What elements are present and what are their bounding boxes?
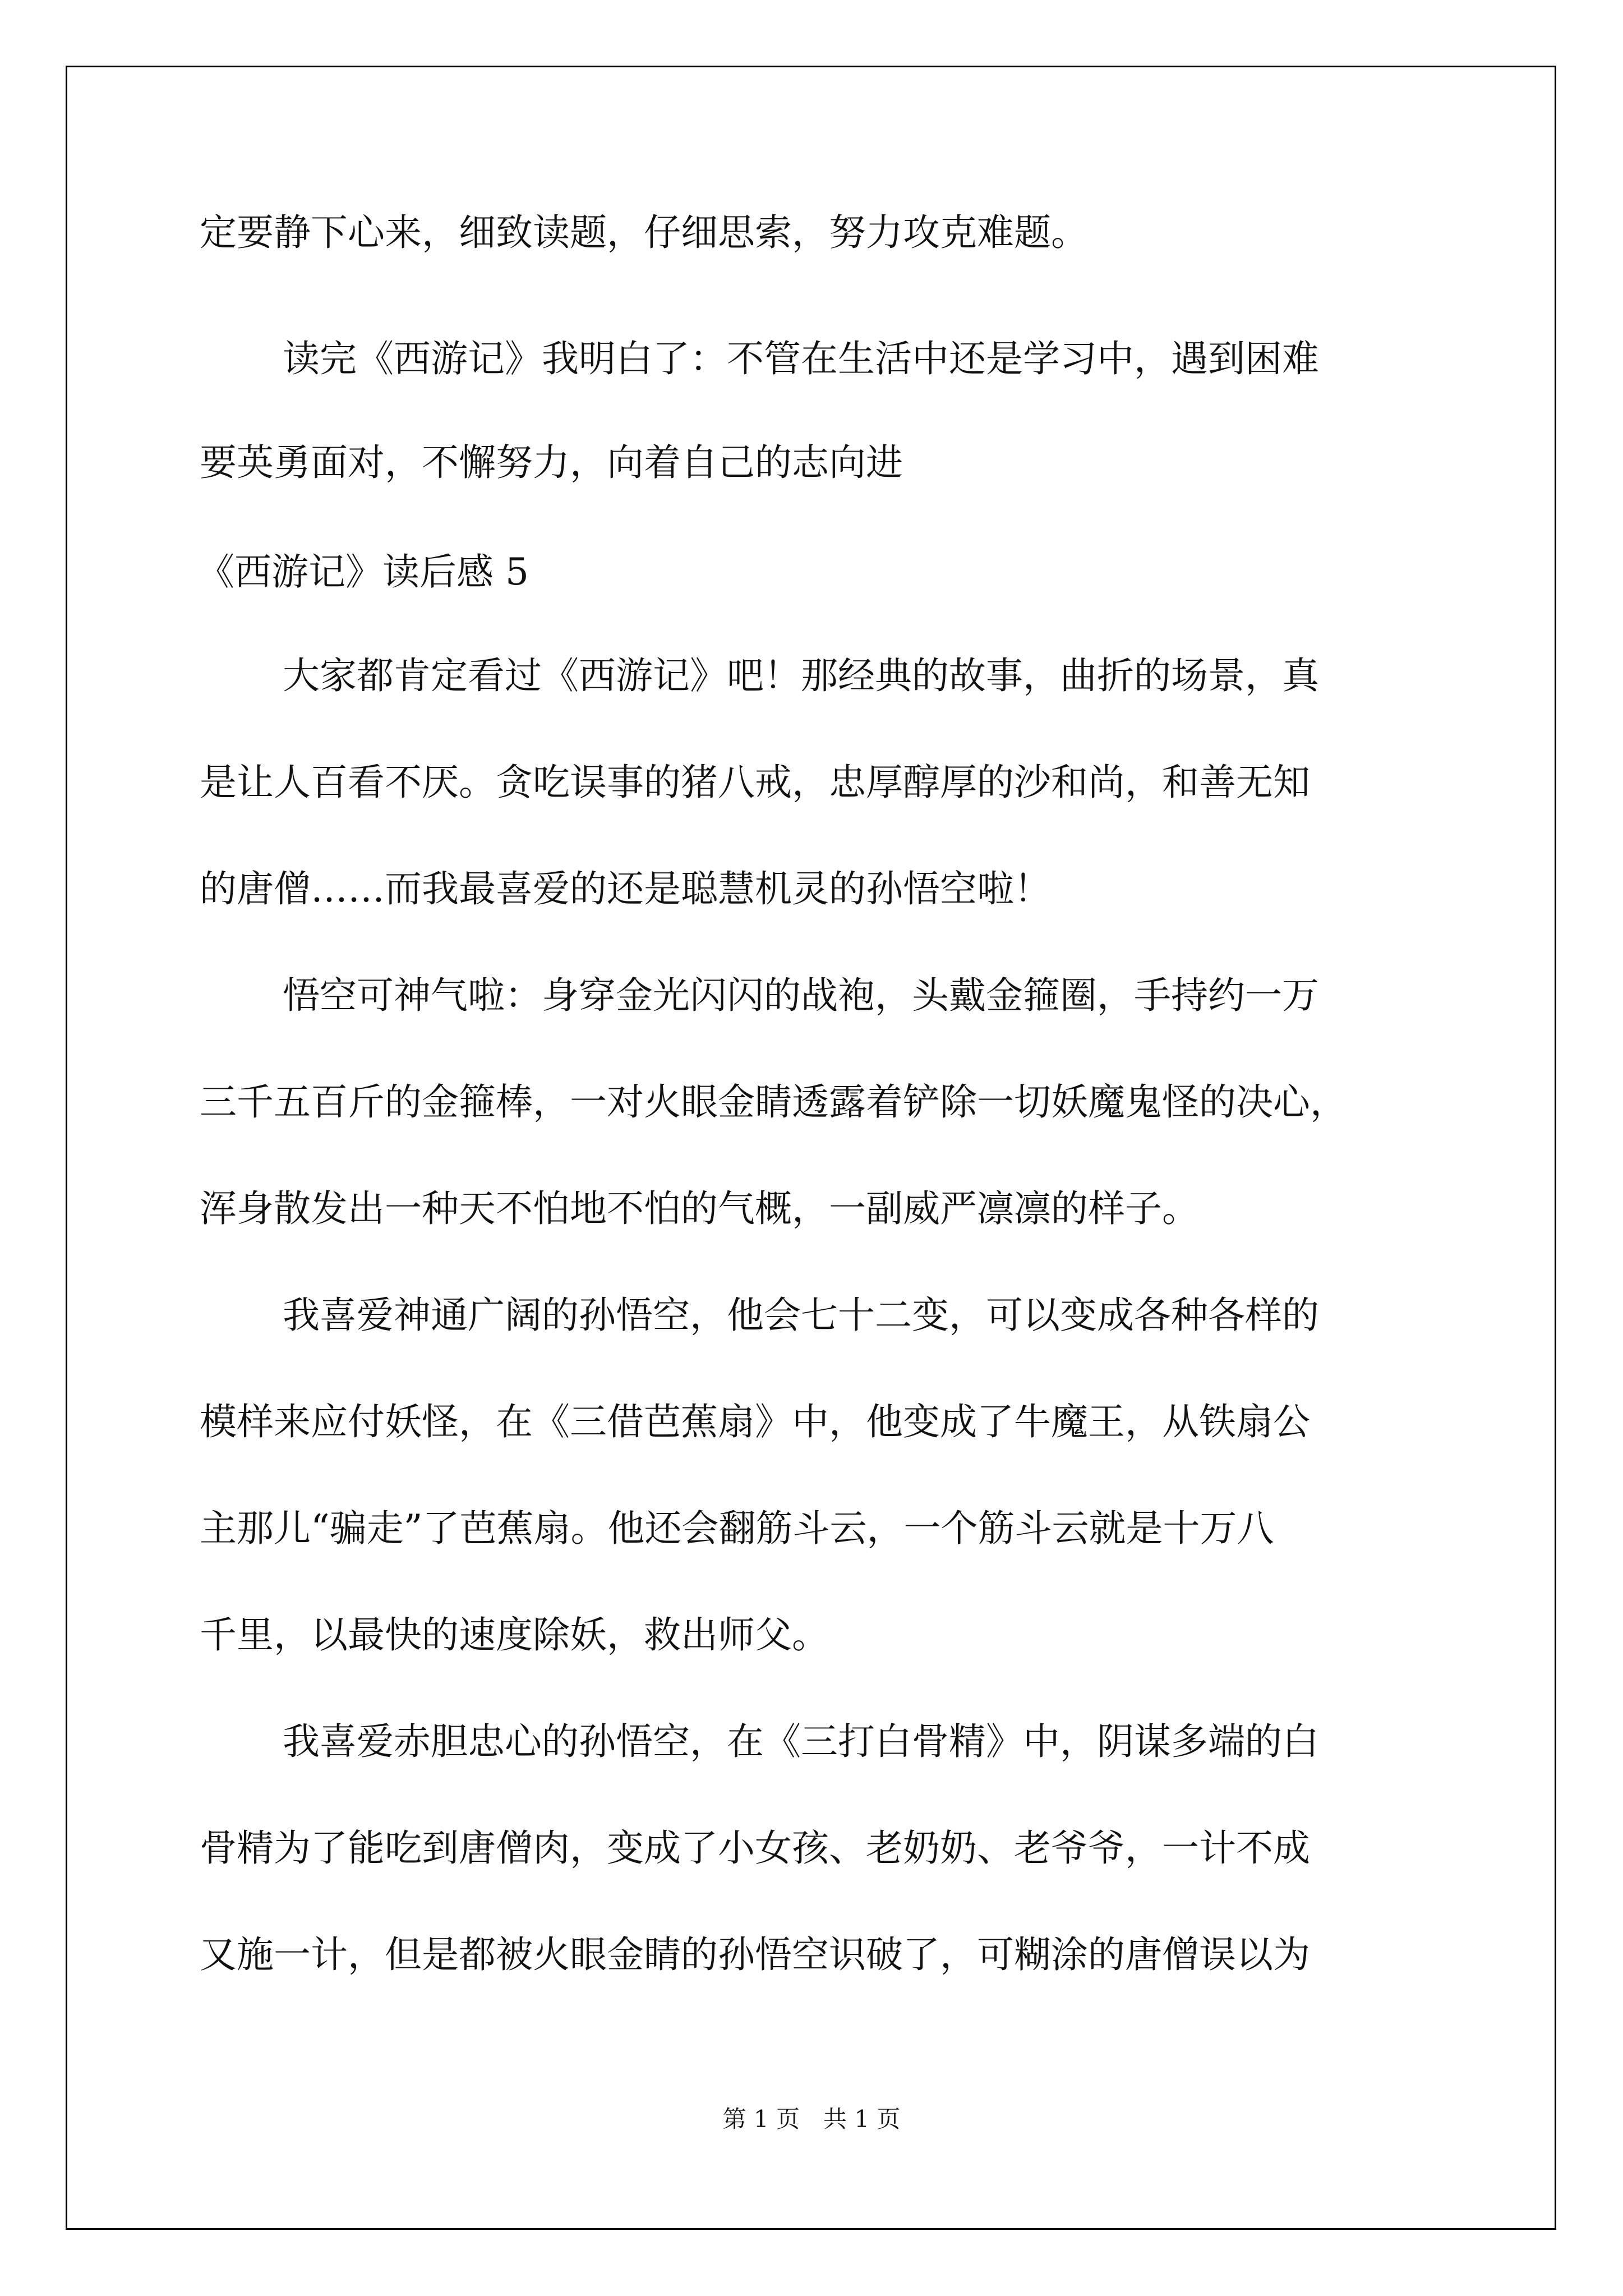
page-footer: 第 1 页 共 1 页 <box>722 2105 901 2133</box>
text-line: 是让人百看不厌。贪吃误事的猪八戒，忠厚醇厚的沙和尚，和善无知 <box>200 761 1310 804</box>
text-line: 又施一计，但是都被火眼金睛的孙悟空识破了，可糊涂的唐僧误以为 <box>200 1933 1310 1976</box>
text-line: 主那儿“骗走”了芭蕉扇。他还会翻筋斗云，一个筋斗云就是十万八 <box>200 1507 1274 1550</box>
text-line: 三千五百斤的金箍棒，一对火眼金睛透露着铲除一切妖魔鬼怪的决心， <box>200 1080 1347 1124</box>
text-line: 我喜爱赤胆忠心的孙悟空，在《三打白骨精》中，阴谋多端的白 <box>283 1720 1319 1763</box>
text-line: 定要静下心来，细致读题，仔细思索，努力攻克难题。 <box>200 211 1088 254</box>
text-line: 要英勇面对，不懈努力，向着自己的志向进 <box>200 441 903 484</box>
text-line: 浑身散发出一种天不怕地不怕的气概，一副威严凛凛的样子。 <box>200 1187 1199 1230</box>
text-line: 模样来应付妖怪，在《三借芭蕉扇》中，他变成了牛魔王，从铁扇公 <box>200 1400 1310 1443</box>
text-line: 读完《西游记》我明白了：不管在生活中还是学习中，遇到困难 <box>283 337 1319 380</box>
section-heading: 《西游记》读后感 5 <box>197 550 529 593</box>
page-border <box>66 66 1556 2230</box>
text-line: 大家都肯定看过《西游记》吧！那经典的故事，曲折的场景，真 <box>283 654 1319 697</box>
text-line: 骨精为了能吃到唐僧肉，变成了小女孩、老奶奶、老爷爷，一计不成 <box>200 1826 1310 1870</box>
text-line: 千里，以最快的速度除妖，救出师父。 <box>200 1613 829 1657</box>
text-line: 的唐僧……而我最喜爱的还是聪慧机灵的孙悟空啦！ <box>200 867 1051 910</box>
text-line: 悟空可神气啦：身穿金光闪闪的战袍，头戴金箍圈，手持约一万 <box>283 974 1319 1017</box>
text-line: 我喜爱神通广阔的孙悟空，他会七十二变，可以变成各种各样的 <box>283 1294 1319 1337</box>
